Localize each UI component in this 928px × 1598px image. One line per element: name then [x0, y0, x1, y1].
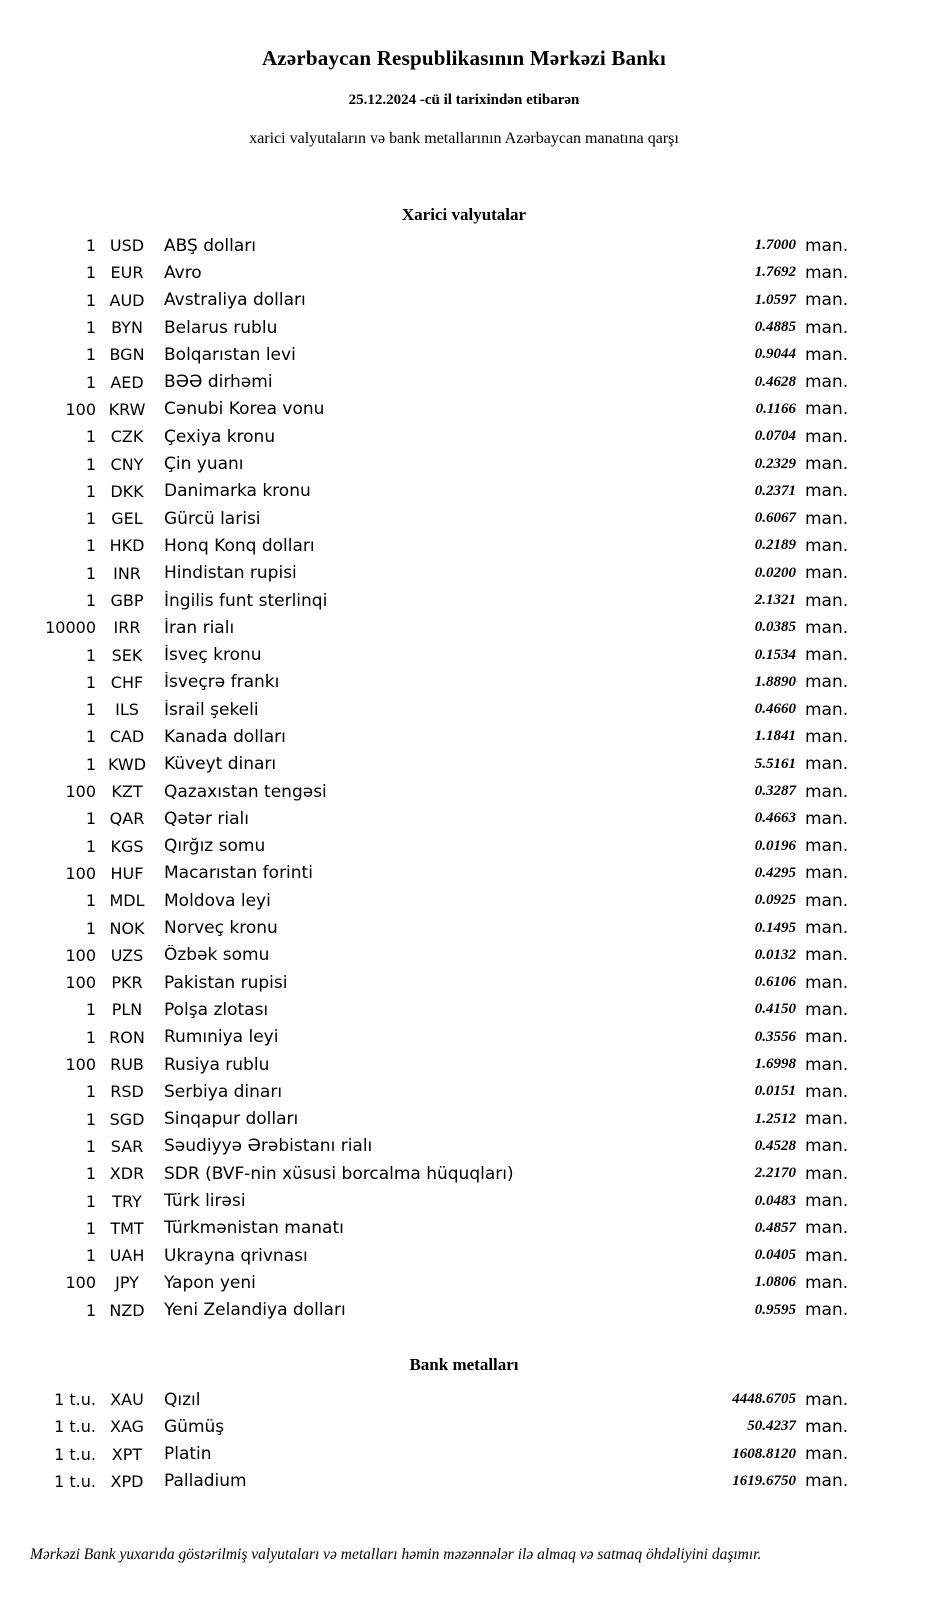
- row-currency-code: UAH: [109, 1246, 145, 1266]
- row-quantity: 1 t.u.: [54, 1471, 96, 1491]
- row-currency-name: Avstraliya dolları: [164, 290, 306, 311]
- table-row: [0, 696, 858, 723]
- row-rate-unit: man.: [805, 1300, 849, 1321]
- row-currency-name: ABŞ dolları: [164, 235, 256, 256]
- table-row: [0, 478, 858, 505]
- table-row: [0, 751, 858, 778]
- row-currency-name: İsrail şekeli: [164, 699, 259, 720]
- table-row: [0, 1078, 858, 1105]
- table-row: [0, 1133, 858, 1160]
- row-currency-name: Küveyt dinarı: [164, 754, 277, 775]
- table-row: [0, 560, 858, 587]
- row-rate-value: 1608.8120: [732, 1445, 796, 1462]
- row-currency-code: GEL: [111, 509, 143, 529]
- row-currency-code: TRY: [112, 1191, 142, 1211]
- row-rate-value: 5.5161: [754, 755, 796, 772]
- row-quantity: 1: [85, 345, 96, 365]
- row-quantity: 100: [65, 945, 96, 965]
- row-quantity: 1: [85, 591, 96, 610]
- row-rate-value: 0.0405: [754, 1247, 796, 1264]
- row-rate-unit: man.: [805, 1245, 849, 1266]
- currencies-section-title: Xarici valyutalar: [401, 205, 527, 224]
- row-currency-code: XPD: [110, 1471, 144, 1491]
- row-quantity: 1 t.u.: [54, 1444, 96, 1464]
- row-quantity: 1: [85, 509, 96, 529]
- row-rate-value: 0.2371: [754, 482, 796, 499]
- table-row: [0, 1297, 858, 1324]
- row-currency-code: INR: [113, 563, 141, 583]
- table-row: [0, 1187, 858, 1214]
- table-row: [0, 287, 858, 314]
- table-row: [0, 641, 858, 668]
- row-rate-value: 0.2329: [754, 455, 796, 472]
- row-currency-name: Yapon yeni: [164, 1272, 256, 1293]
- row-rate-value: 1.0806: [754, 1274, 796, 1291]
- row-quantity: 100: [65, 399, 96, 419]
- row-currency-name: Cənubi Korea vonu: [164, 399, 325, 420]
- table-row: [0, 396, 858, 423]
- row-currency-name: İsveçrə frankı: [164, 672, 280, 693]
- row-quantity: 1: [85, 1246, 96, 1266]
- row-currency-code: KGS: [110, 836, 144, 856]
- row-rate-value: 0.9595: [754, 1301, 796, 1318]
- row-currency-code: RON: [109, 1027, 145, 1047]
- row-rate-unit: man.: [805, 481, 849, 502]
- row-quantity: 1: [85, 1000, 96, 1020]
- row-quantity: 1: [85, 836, 96, 856]
- row-currency-code: DKK: [110, 481, 144, 501]
- page-title: Azərbaycan Respublikasının Mərkəzi Bankı: [261, 46, 667, 70]
- row-quantity: 1: [85, 672, 96, 692]
- row-quantity: 1: [85, 727, 96, 747]
- table-row: [0, 259, 858, 286]
- table-row: [0, 723, 858, 750]
- row-currency-name: Türk lirəsi: [164, 1191, 246, 1212]
- row-quantity: 1 t.u.: [54, 1390, 96, 1410]
- metals-rows: [0, 1386, 858, 1495]
- row-quantity: 100: [65, 973, 96, 993]
- row-quantity: 100: [65, 1055, 96, 1075]
- metals-table: [0, 1386, 928, 1495]
- row-quantity: 1: [85, 372, 96, 392]
- row-currency-code: ILS: [115, 700, 139, 720]
- table-row: [0, 833, 858, 860]
- row-currency-name: Rusiya rublu: [164, 1054, 270, 1075]
- currencies-table: [0, 232, 928, 1324]
- row-currency-name: Sinqapur dolları: [164, 1109, 299, 1130]
- row-currency-name: İngilis funt sterlinqi: [164, 590, 328, 611]
- row-currency-name: Hindistan rupisi: [164, 563, 297, 584]
- row-currency-name: Qazaxıstan tengəsi: [164, 781, 327, 802]
- row-rate-value: 1.0597: [754, 291, 796, 308]
- table-row: [0, 1269, 858, 1296]
- row-rate-unit: man.: [805, 699, 849, 720]
- row-rate-unit: man.: [805, 945, 849, 966]
- row-rate-unit: man.: [805, 836, 849, 857]
- row-quantity: 100: [65, 1273, 96, 1293]
- row-rate-value: 0.3287: [754, 783, 796, 800]
- row-rate-unit: man.: [805, 1416, 849, 1437]
- row-rate-value: 0.4660: [754, 701, 796, 718]
- row-currency-name: Norveç kronu: [164, 918, 278, 939]
- metals-section-title: Bank metalları: [409, 1354, 519, 1374]
- row-currency-name: Belarus rublu: [164, 317, 278, 338]
- row-currency-name: Danimarka kronu: [164, 481, 311, 502]
- row-currency-code: SEK: [111, 645, 143, 665]
- row-rate-value: 1.6998: [754, 1056, 796, 1073]
- row-rate-unit: man.: [805, 645, 849, 666]
- row-rate-value: 0.9044: [754, 346, 796, 363]
- row-currency-code: HKD: [109, 536, 145, 556]
- row-currency-name: Qızıl: [164, 1389, 201, 1410]
- row-currency-name: İsveç kronu: [164, 645, 262, 666]
- row-quantity: 1: [85, 1082, 96, 1102]
- row-currency-code: XAG: [109, 1417, 145, 1437]
- table-row: [0, 1413, 858, 1440]
- row-quantity: 1: [85, 290, 96, 310]
- row-currency-code: MDL: [109, 891, 145, 911]
- row-rate-value: 50.4237: [747, 1418, 796, 1435]
- row-currency-code: XDR: [109, 1164, 145, 1184]
- row-rate-value: 0.0925: [754, 892, 796, 909]
- row-currency-name: SDR (BVF-nin xüsusi borcalma hüquqları): [164, 1163, 514, 1184]
- row-currency-code: USD: [109, 236, 145, 256]
- row-rate-value: 1.8890: [754, 673, 796, 690]
- row-currency-name: Platin: [164, 1444, 212, 1465]
- row-rate-value: 2.1321: [754, 592, 796, 608]
- row-rate-value: 0.4628: [754, 373, 796, 390]
- row-rate-unit: man.: [805, 1054, 849, 1075]
- row-rate-value: 0.1534: [754, 646, 796, 663]
- row-rate-value: 0.0704: [754, 428, 796, 445]
- table-row: [0, 1024, 858, 1051]
- row-currency-code: CAD: [109, 727, 145, 747]
- row-quantity: 1: [85, 918, 96, 938]
- row-currency-code: AED: [110, 372, 144, 392]
- row-currency-code: PLN: [111, 1000, 143, 1020]
- row-rate-value: 0.4295: [754, 864, 796, 881]
- row-currency-code: CZK: [110, 427, 144, 447]
- row-rate-unit: man.: [805, 290, 849, 311]
- row-rate-value: 0.0385: [754, 619, 796, 636]
- row-currency-name: BƏƏ dirhəmi: [164, 372, 273, 393]
- row-rate-unit: man.: [805, 1218, 849, 1239]
- row-rate-unit: man.: [805, 1136, 849, 1157]
- table-row: [0, 314, 858, 341]
- row-currency-name: Çexiya kronu: [164, 426, 276, 447]
- row-quantity: 1: [85, 263, 96, 283]
- row-currency-code: BGN: [109, 345, 145, 365]
- row-quantity: 1: [85, 427, 96, 447]
- row-rate-value: 0.4663: [754, 810, 796, 827]
- table-row: [0, 669, 858, 696]
- table-row: [0, 450, 858, 477]
- table-row: [0, 505, 858, 532]
- row-currency-name: Rumıniya leyi: [164, 1027, 279, 1048]
- row-rate-value: 0.6067: [754, 510, 796, 527]
- row-currency-code: CHF: [110, 672, 144, 692]
- foreign-currencies-section: [0, 205, 928, 1324]
- row-rate-unit: man.: [805, 1027, 849, 1048]
- table-row: [0, 1106, 858, 1133]
- row-quantity: 1: [85, 1109, 96, 1129]
- row-currency-name: Gürcü larisi: [164, 508, 261, 529]
- row-rate-unit: man.: [805, 1389, 849, 1410]
- row-quantity: 1: [85, 1191, 96, 1211]
- row-quantity: 1: [85, 809, 96, 829]
- row-currency-name: Ukrayna qrivnası: [164, 1245, 308, 1266]
- row-currency-name: Serbiya dinarı: [164, 1081, 283, 1102]
- row-rate-value: 0.0200: [754, 564, 796, 581]
- table-row: [0, 1386, 858, 1413]
- row-currency-name: Özbək somu: [164, 945, 270, 966]
- row-currency-name: Palladium: [164, 1471, 247, 1492]
- row-currency-code: GBP: [110, 591, 144, 610]
- table-row: [0, 614, 858, 641]
- row-rate-unit: man.: [805, 399, 849, 420]
- row-quantity: 1: [85, 236, 96, 256]
- row-rate-value: 0.3556: [754, 1028, 796, 1045]
- row-currency-code: NOK: [109, 918, 145, 938]
- row-currency-code: XAU: [110, 1390, 144, 1410]
- bank-metals-section: [0, 1355, 928, 1495]
- row-rate-unit: man.: [805, 808, 849, 829]
- row-currency-code: XPT: [111, 1444, 143, 1464]
- row-currency-code: EUR: [110, 263, 144, 283]
- row-rate-value: 0.0483: [754, 1192, 796, 1209]
- table-row: [0, 1440, 858, 1467]
- row-rate-value: 2.2170: [754, 1165, 796, 1182]
- row-quantity: 1: [85, 454, 96, 474]
- row-rate-value: 0.4150: [754, 1001, 796, 1018]
- row-quantity: 1: [85, 1218, 96, 1238]
- row-currency-code: PKR: [111, 973, 143, 993]
- row-rate-value: 0.0196: [754, 837, 796, 854]
- row-currency-name: Macarıstan forinti: [164, 863, 313, 884]
- table-row: [0, 232, 858, 259]
- row-quantity: 1: [85, 1027, 96, 1047]
- table-row: [0, 1242, 858, 1269]
- row-currency-code: RSD: [110, 1082, 144, 1102]
- row-rate-value: 0.4885: [754, 319, 796, 336]
- row-rate-unit: man.: [805, 672, 849, 693]
- row-currency-name: Kanada dolları: [164, 726, 286, 747]
- row-rate-value: 0.6106: [754, 974, 796, 991]
- row-rate-unit: man.: [805, 972, 849, 993]
- row-rate-unit: man.: [805, 590, 849, 611]
- row-currency-code: KWD: [107, 754, 147, 774]
- row-rate-value: 0.4528: [754, 1137, 796, 1154]
- row-rate-value: 0.2189: [754, 537, 796, 554]
- row-rate-unit: man.: [805, 1081, 849, 1102]
- row-rate-value: 1.7692: [754, 264, 796, 281]
- row-currency-code: TMT: [110, 1218, 144, 1238]
- row-currency-code: QAR: [109, 809, 145, 829]
- row-quantity: 1: [85, 1164, 96, 1184]
- row-rate-unit: man.: [805, 372, 849, 393]
- row-currency-code: AUD: [109, 290, 145, 310]
- row-rate-value: 4448.6705: [732, 1391, 796, 1408]
- row-currency-name: Qırğız somu: [164, 836, 266, 857]
- row-currency-code: KRW: [108, 399, 146, 419]
- row-rate-unit: man.: [805, 262, 849, 283]
- table-row: [0, 368, 858, 395]
- row-rate-unit: man.: [805, 508, 849, 529]
- row-rate-unit: man.: [805, 1163, 849, 1184]
- row-currency-name: Bolqarıstan levi: [164, 344, 296, 365]
- row-currency-name: İran rialı: [164, 617, 235, 638]
- row-rate-unit: man.: [805, 863, 849, 884]
- row-currency-code: UZS: [110, 945, 144, 965]
- row-currency-code: KZT: [111, 782, 143, 802]
- row-currency-code: SAR: [110, 1136, 144, 1156]
- currencies-rows: [0, 232, 858, 1324]
- row-rate-value: 1.7000: [754, 237, 796, 254]
- row-currency-name: Çin yuanı: [164, 454, 244, 475]
- row-rate-unit: man.: [805, 726, 849, 747]
- row-currency-code: JPY: [115, 1273, 139, 1293]
- table-row: [0, 1215, 858, 1242]
- row-rate-value: 1619.6750: [732, 1472, 796, 1489]
- table-row: [0, 587, 858, 614]
- row-rate-value: 1.2512: [754, 1110, 796, 1127]
- table-row: [0, 996, 858, 1023]
- row-currency-name: Moldova leyi: [164, 890, 271, 911]
- row-currency-name: Pakistan rupisi: [164, 972, 288, 993]
- table-row: [0, 341, 858, 368]
- row-rate-unit: man.: [805, 1272, 849, 1293]
- row-currency-code: IRR: [113, 618, 141, 638]
- table-row: [0, 805, 858, 832]
- row-currency-code: CNY: [110, 454, 144, 474]
- row-rate-value: 0.1495: [754, 919, 796, 936]
- row-currency-code: NZD: [109, 1300, 145, 1320]
- row-currency-name: Qətər rialı: [164, 808, 249, 829]
- row-currency-name: Polşa zlotası: [164, 999, 269, 1020]
- row-currency-name: Yeni Zelandiya dolları: [164, 1300, 346, 1321]
- row-rate-value: 0.0132: [754, 946, 796, 963]
- row-quantity: 1: [85, 891, 96, 911]
- row-quantity: 1: [85, 1300, 96, 1320]
- row-rate-unit: man.: [805, 617, 849, 638]
- row-rate-unit: man.: [805, 918, 849, 939]
- row-currency-code: HUF: [110, 863, 144, 883]
- row-rate-unit: man.: [805, 317, 849, 338]
- row-currency-name: Honq Konq dolları: [164, 535, 315, 556]
- table-row: [0, 1051, 858, 1078]
- table-row: [0, 942, 858, 969]
- row-rate-unit: man.: [805, 890, 849, 911]
- row-rate-unit: man.: [805, 1191, 849, 1212]
- row-quantity: 1 t.u.: [54, 1417, 96, 1437]
- row-currency-name: Türkmənistan manatı: [164, 1218, 344, 1239]
- row-quantity: 1: [85, 1136, 96, 1156]
- row-currency-name: Səudiyyə Ərəbistanı rialı: [164, 1136, 373, 1157]
- table-row: [0, 860, 858, 887]
- row-rate-unit: man.: [805, 999, 849, 1020]
- table-row: [0, 1468, 858, 1495]
- table-row: [0, 778, 858, 805]
- row-currency-code: RUB: [110, 1055, 144, 1075]
- row-rate-value: 0.4857: [754, 1219, 796, 1236]
- row-quantity: 1: [85, 481, 96, 501]
- row-rate-unit: man.: [805, 1471, 849, 1492]
- row-quantity: 100: [65, 782, 96, 802]
- row-rate-unit: man.: [805, 426, 849, 447]
- row-rate-unit: man.: [805, 781, 849, 802]
- row-quantity: 1: [85, 700, 96, 720]
- table-row: [0, 532, 858, 559]
- table-row: [0, 1160, 858, 1187]
- row-currency-code: SGD: [109, 1109, 145, 1129]
- row-rate-unit: man.: [805, 563, 849, 584]
- row-rate-unit: man.: [805, 535, 849, 556]
- row-rate-unit: man.: [805, 344, 849, 365]
- row-rate-value: 0.0151: [754, 1083, 796, 1100]
- row-quantity: 1: [85, 563, 96, 583]
- table-row: [0, 423, 858, 450]
- row-rate-unit: man.: [805, 754, 849, 775]
- row-rate-value: 1.1841: [754, 728, 796, 745]
- row-quantity: 1: [85, 318, 96, 338]
- disclaimer-note: Mərkəzi Bank yuxarıda göstərilmiş valyutaları və metalları həmin məzənnələr ilə almaq və satmaq öhdəliyini daşımır.: [30, 1546, 762, 1563]
- row-rate-unit: man.: [805, 1109, 849, 1130]
- row-rate-unit: man.: [805, 235, 849, 256]
- row-quantity: 1: [85, 754, 96, 774]
- row-quantity: 10000: [45, 618, 96, 638]
- row-rate-unit: man.: [805, 454, 849, 475]
- row-rate-value: 0.1166: [755, 400, 796, 417]
- row-quantity: 1: [85, 645, 96, 665]
- row-currency-code: BYN: [111, 318, 143, 338]
- row-currency-name: Avro: [164, 262, 202, 283]
- table-row: [0, 887, 858, 914]
- table-row: [0, 969, 858, 996]
- row-quantity: 1: [85, 536, 96, 556]
- effective-date: 25.12.2024 -cü il tarixindən etibarən: [348, 92, 580, 108]
- row-currency-name: Gümüş: [164, 1416, 225, 1437]
- row-rate-unit: man.: [805, 1444, 849, 1465]
- page-subtitle: xarici valyutaların və bank metallarının Azərbaycan manatına qarşı: [249, 130, 679, 147]
- row-quantity: 100: [65, 863, 96, 883]
- table-row: [0, 914, 858, 941]
